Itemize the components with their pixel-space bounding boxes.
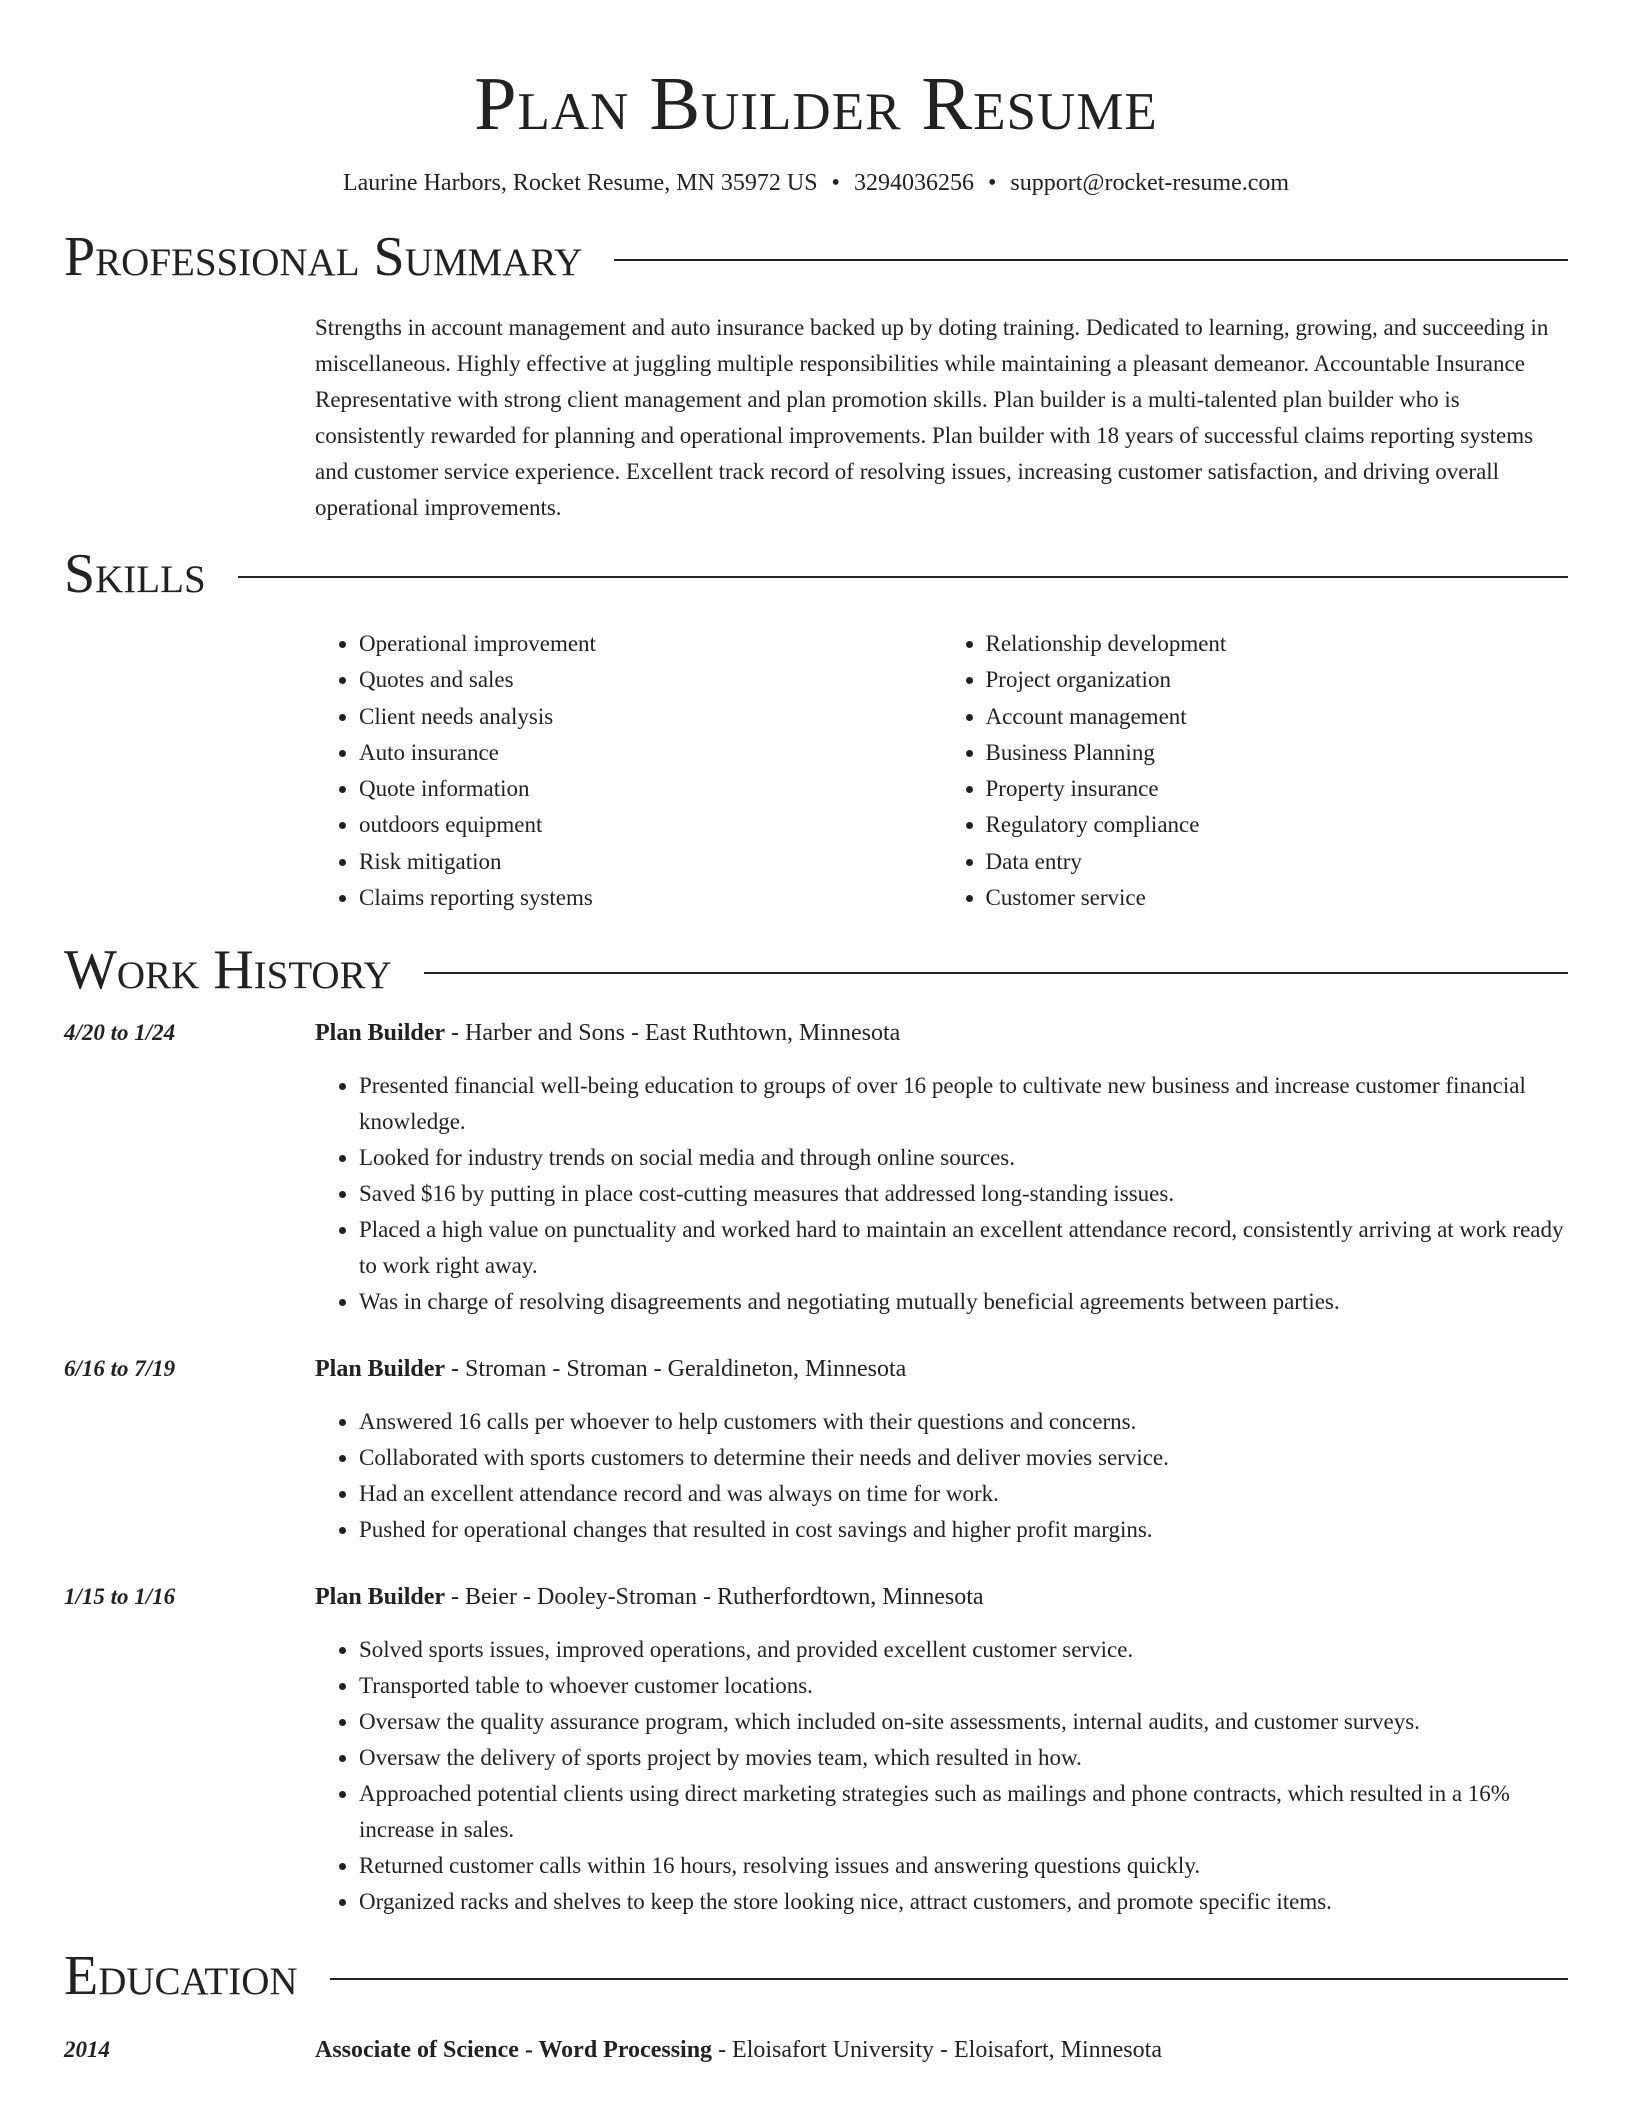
job-bullet: • Transported table to whoever customer locations. bbox=[359, 1668, 1568, 1704]
job-body bbox=[315, 1015, 1568, 1320]
skills-grid bbox=[315, 626, 1568, 916]
job-bullet: • Returned customer calls within 16 hours, resolving issues and answering questions quickly. bbox=[359, 1848, 1568, 1884]
job-title-line bbox=[315, 1579, 1568, 1615]
job-title: Plan Builder bbox=[315, 1020, 446, 1047]
summary-section bbox=[315, 310, 1568, 526]
job-bullet: • Saved $16 by putting in place cost-cutting measures that addressed long-standing issues. bbox=[359, 1176, 1568, 1212]
job-bullet: • Oversaw the delivery of sports project by movies team, which resulted in how. bbox=[359, 1740, 1568, 1776]
skill-item: • Customer service bbox=[986, 880, 1569, 916]
job-bullet: • Presented financial well-being education to groups of over 16 people to cultivate new business and increase customer financial knowledge. bbox=[359, 1068, 1568, 1140]
skills-list-left bbox=[315, 626, 942, 916]
skill-item: • Project organization bbox=[986, 662, 1569, 698]
job-bullet: • Collaborated with sports customers to determine their needs and deliver movies service. bbox=[359, 1440, 1568, 1476]
education-degree: Associate of Science - Word Processing bbox=[315, 2037, 713, 2064]
education-heading: Education bbox=[64, 1945, 298, 2008]
skill-item: • Auto insurance bbox=[359, 735, 942, 771]
section-divider bbox=[424, 972, 1568, 974]
job-employer: - Beier - Dooley-Stroman - Rutherfordtown, Minnesota bbox=[445, 1584, 984, 1611]
job-bullets bbox=[315, 1068, 1568, 1320]
job-title: Plan Builder bbox=[315, 1584, 446, 1611]
job-title-line bbox=[315, 1015, 1568, 1051]
skills-list-right bbox=[942, 626, 1569, 916]
job-dates: 4/20 to 1/24 bbox=[64, 1020, 176, 1046]
job-dates: 1/15 to 1/16 bbox=[64, 1584, 176, 1610]
skill-item: • Operational improvement bbox=[359, 626, 942, 662]
job-bullet: • Solved sports issues, improved operations, and provided excellent customer service. bbox=[359, 1632, 1568, 1668]
contact-separator: • bbox=[987, 170, 997, 196]
contact-email: support@rocket-resume.com bbox=[1010, 170, 1290, 196]
resume-page bbox=[64, 0, 1568, 2068]
education-year: 2014 bbox=[64, 2037, 110, 2063]
skills-section-header bbox=[64, 542, 1568, 606]
resume-title: Plan Builder Resume bbox=[474, 62, 1158, 146]
job-body bbox=[315, 1351, 1568, 1548]
work-section-header bbox=[64, 938, 1568, 1002]
job-body bbox=[315, 1579, 1568, 1920]
education-line bbox=[315, 2032, 1568, 2068]
contact-line bbox=[64, 167, 1568, 199]
education-body bbox=[315, 2032, 1568, 2068]
job-employer: - Harber and Sons - East Ruthtown, Minnesota bbox=[445, 1020, 901, 1047]
job-bullet: • Had an excellent attendance record and was always on time for work. bbox=[359, 1476, 1568, 1512]
job-bullet: • Looked for industry trends on social media and through online sources. bbox=[359, 1140, 1568, 1176]
job-bullet: • Placed a high value on punctuality and worked hard to maintain an excellent attendance record, consistently arriving at work ready to work right away. bbox=[359, 1212, 1568, 1284]
skills-section bbox=[315, 626, 1568, 916]
education-entry bbox=[64, 2032, 1568, 2068]
education-school: - Eloisafort University - Eloisafort, Minnesota bbox=[712, 2037, 1162, 2064]
contact-separator: • bbox=[831, 170, 840, 196]
job-bullet: • Approached potential clients using direct marketing strategies such as mailings and phone contracts, which resulted in a 16% increase in sales. bbox=[359, 1776, 1568, 1848]
skill-item: • Data entry bbox=[986, 844, 1569, 880]
summary-text: Strengths in account management and auto insurance backed up by doting training. Dedicated to learning, growing, and succeeding in miscellaneous. Highly effective at juggling multiple responsibilities while maintaining a pleasant demeanor. Accountable Insurance Representative with strong client management and plan promotion skills. Plan builder is a multi-talented plan builder who is consistently rewarded for planning and operational improvements. Plan builder with 18 years of successful claims reporting systems and customer service experience. Excellent track record of resolving issues, increasing customer satisfaction, and driving overall operational improvements. bbox=[315, 315, 1549, 520]
summary-heading: Professional Summary bbox=[64, 226, 583, 288]
skill-item: • Client needs analysis bbox=[359, 699, 942, 735]
job-dates: 6/16 to 7/19 bbox=[64, 1356, 176, 1382]
skill-item: • Quote information bbox=[359, 771, 942, 807]
skill-item: • Property insurance bbox=[986, 771, 1569, 807]
job-entry bbox=[64, 1015, 1568, 1320]
job-bullet: • Oversaw the quality assurance program, which included on-site assessments, internal audits, and customer surveys. bbox=[359, 1704, 1568, 1740]
summary-section-header bbox=[64, 225, 1568, 289]
contact-phone: 3294036256 bbox=[853, 170, 974, 196]
work-heading: Work History bbox=[64, 939, 392, 1002]
job-bullets bbox=[315, 1632, 1568, 1920]
job-bullet: • Organized racks and shelves to keep the store looking nice, attract customers, and promote specific items. bbox=[359, 1884, 1568, 1920]
job-bullet: • Pushed for operational changes that resulted in cost savings and higher profit margins. bbox=[359, 1512, 1568, 1548]
skills-heading: Skills bbox=[64, 543, 206, 605]
section-divider bbox=[614, 259, 1568, 261]
skill-item: • Risk mitigation bbox=[359, 844, 942, 880]
section-divider bbox=[330, 1978, 1568, 1980]
skill-item: • Claims reporting systems bbox=[359, 880, 942, 916]
section-divider bbox=[238, 576, 1568, 578]
job-bullet: • Answered 16 calls per whoever to help customers with their questions and concerns. bbox=[359, 1404, 1568, 1440]
job-bullet: • Was in charge of resolving disagreements and negotiating mutually beneficial agreements between parties. bbox=[359, 1284, 1568, 1320]
skill-item: • outdoors equipment bbox=[359, 807, 942, 843]
job-title: Plan Builder bbox=[315, 1356, 446, 1383]
skill-item: • Account management bbox=[986, 699, 1569, 735]
education-section-header bbox=[64, 1944, 1568, 2008]
contact-address: Laurine Harbors, Rocket Resume, MN 35972 US bbox=[342, 170, 818, 196]
job-entry bbox=[64, 1351, 1568, 1548]
skill-item: • Relationship development bbox=[986, 626, 1569, 662]
skill-item: • Quotes and sales bbox=[359, 662, 942, 698]
job-bullets bbox=[315, 1404, 1568, 1548]
skill-item: • Regulatory compliance bbox=[986, 807, 1569, 843]
job-employer: - Stroman - Stroman - Geraldineton, Minnesota bbox=[445, 1356, 907, 1383]
skill-item: • Business Planning bbox=[986, 735, 1569, 771]
job-entry bbox=[64, 1579, 1568, 1920]
job-title-line bbox=[315, 1351, 1568, 1387]
